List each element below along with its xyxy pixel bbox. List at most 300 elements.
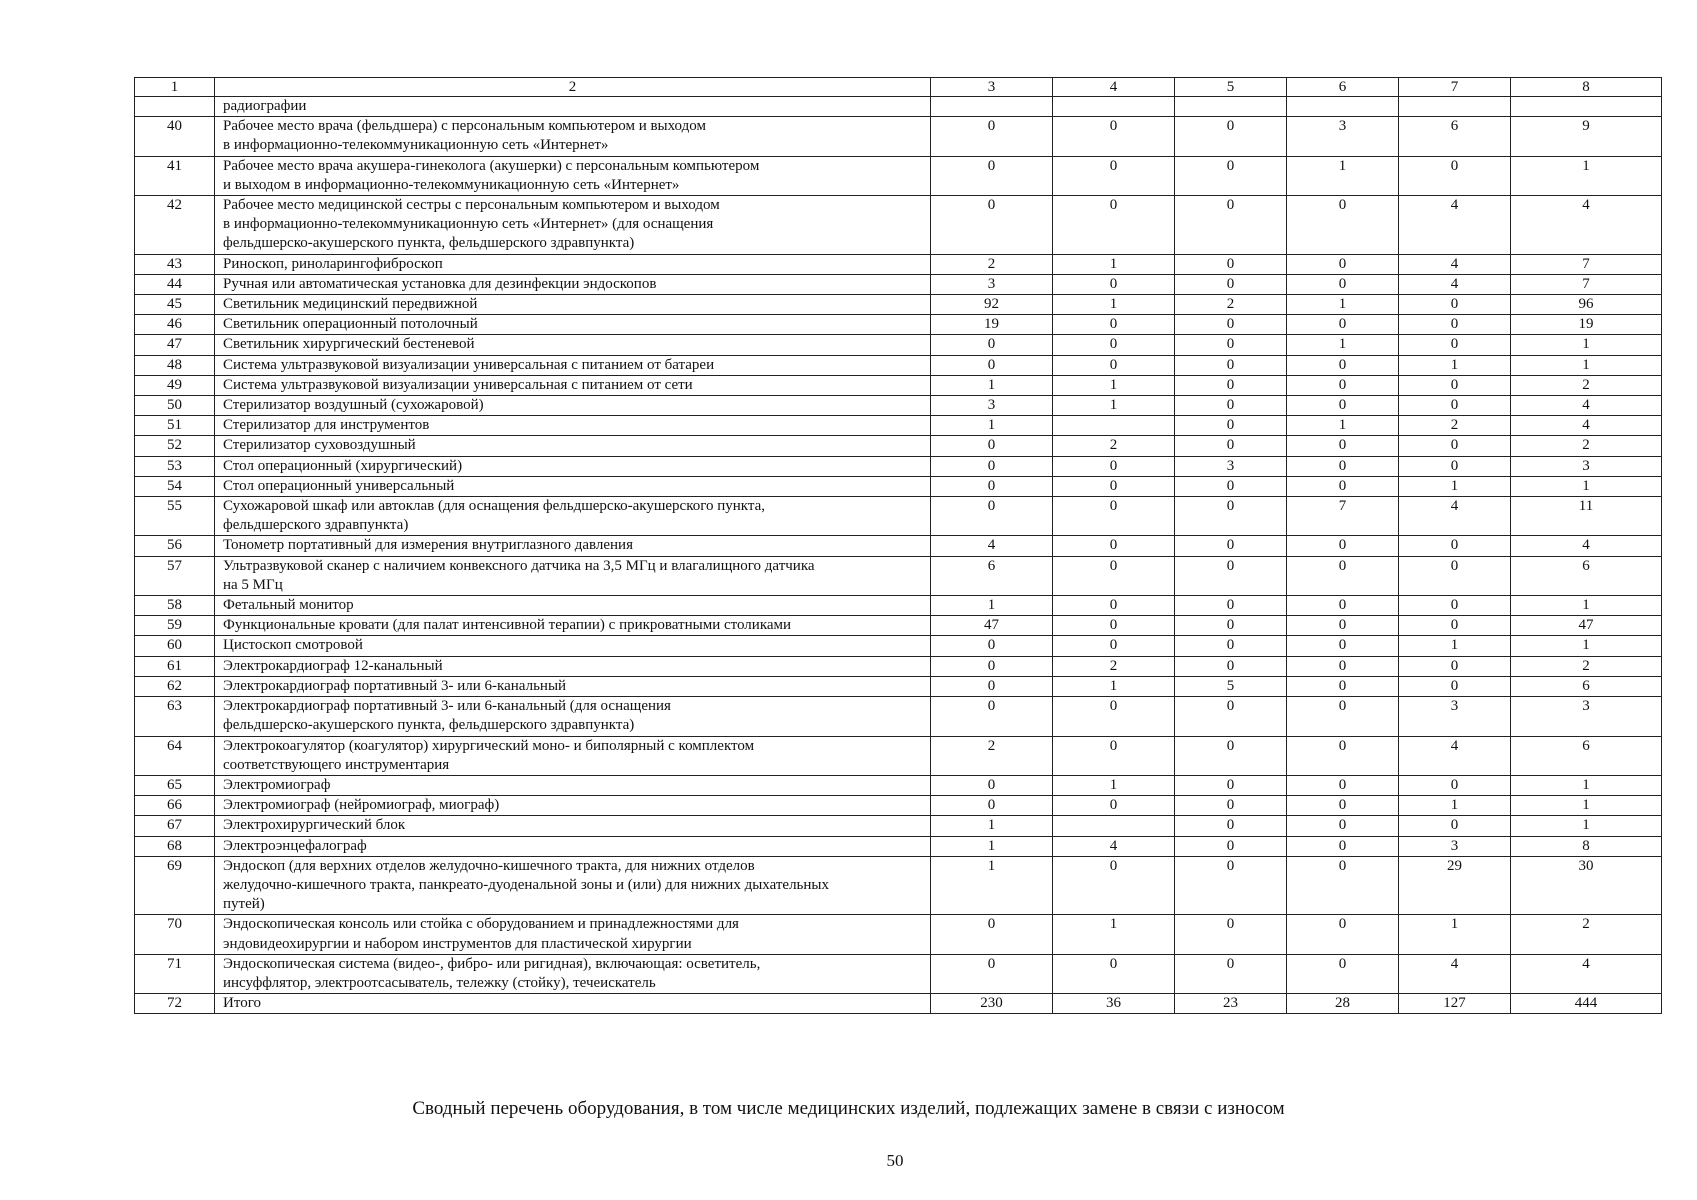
value-cell-5: 0 [1175,736,1287,775]
table-row [135,836,1662,856]
header-cell-3: 3 [931,78,1053,97]
value-cell-4: 0 [1053,335,1175,355]
item-name-cell: Ультразвуковой сканер с наличием конвексного датчика на 3,5 МГц и влагалищного датчика на 5 МГц [215,556,931,595]
row-number-cell: 42 [135,196,215,255]
value-cell-5: 0 [1175,796,1287,816]
value-cell-3: 1 [931,816,1053,836]
item-name-cell: Эндоскопическая консоль или стойка с оборудованием и принадлежностями для эндовидеохирургии и набором инструментов для пластической хирургии [215,915,931,954]
row-number-cell: 62 [135,676,215,696]
value-cell-4: 0 [1053,355,1175,375]
value-cell-6: 0 [1287,355,1399,375]
value-cell-5: 0 [1175,836,1287,856]
row-number-cell: 55 [135,497,215,536]
value-cell-6: 0 [1287,375,1399,395]
row-number-cell: 70 [135,915,215,954]
value-cell-7: 1 [1399,636,1511,656]
table-row [135,254,1662,274]
total-cell-8: 1 [1511,775,1662,795]
value-cell-4: 0 [1053,556,1175,595]
item-name-cell: Электрохирургический блок [215,816,931,836]
item-name-cell: радиографии [215,97,931,117]
value-cell-6: 0 [1287,315,1399,335]
value-cell-6: 0 [1287,816,1399,836]
value-cell-6: 1 [1287,416,1399,436]
table-row [135,335,1662,355]
table-row [135,596,1662,616]
value-cell-7: 1 [1399,476,1511,496]
value-cell-7: 29 [1399,856,1511,915]
total-cell-8: 19 [1511,315,1662,335]
row-number-cell: 51 [135,416,215,436]
value-cell-7: 0 [1399,295,1511,315]
value-cell-3: 0 [931,456,1053,476]
value-cell-3: 1 [931,596,1053,616]
table-row [135,656,1662,676]
value-cell-3: 1 [931,375,1053,395]
value-cell-5: 0 [1175,396,1287,416]
total-cell-8: 2 [1511,375,1662,395]
value-cell-4: 1 [1053,915,1175,954]
value-cell-4 [1053,816,1175,836]
table-row [135,994,1662,1014]
value-cell-6: 0 [1287,656,1399,676]
value-cell-6: 0 [1287,736,1399,775]
value-cell-5: 0 [1175,536,1287,556]
value-cell-3: 0 [931,796,1053,816]
value-cell-7: 2 [1399,416,1511,436]
value-cell-4: 0 [1053,536,1175,556]
value-cell-5: 0 [1175,254,1287,274]
value-cell-4: 2 [1053,656,1175,676]
value-cell-5: 0 [1175,156,1287,195]
total-cell-8: 4 [1511,536,1662,556]
item-name-cell: Ручная или автоматическая установка для дезинфекции эндоскопов [215,274,931,294]
value-cell-6: 0 [1287,456,1399,476]
total-cell-8: 2 [1511,915,1662,954]
row-number-cell: 67 [135,816,215,836]
value-cell-5: 0 [1175,117,1287,156]
value-cell-6: 0 [1287,676,1399,696]
table-row [135,816,1662,836]
table-row [135,556,1662,595]
table-row [135,676,1662,696]
value-cell-3: 0 [931,656,1053,676]
value-cell-6: 0 [1287,915,1399,954]
value-cell-4: 0 [1053,196,1175,255]
item-name-cell: Эндоскоп (для верхних отделов желудочно-кишечного тракта, для нижних отделов желудочно-кишечного тракта, панкреато-дуоденальной зоны и (или) для нижних дыхательных путей) [215,856,931,915]
value-cell-5: 0 [1175,636,1287,656]
total-cell-8: 6 [1511,556,1662,595]
value-cell-7: 3 [1399,697,1511,736]
item-name-cell: Цистоскоп смотровой [215,636,931,656]
header-cell-1: 1 [135,78,215,97]
table-row [135,915,1662,954]
value-cell-4: 0 [1053,497,1175,536]
value-cell-6: 0 [1287,954,1399,993]
total-cell-8: 1 [1511,355,1662,375]
total-cell-8: 1 [1511,335,1662,355]
table-row [135,856,1662,915]
value-cell-3: 0 [931,196,1053,255]
table-row [135,196,1662,255]
value-cell-5: 0 [1175,915,1287,954]
row-number-cell: 48 [135,355,215,375]
value-cell-7: 0 [1399,436,1511,456]
total-cell-8: 30 [1511,856,1662,915]
item-name-cell: Электрокардиограф 12-канальный [215,656,931,676]
table-row [135,274,1662,294]
item-name-cell: Электромиограф [215,775,931,795]
value-cell-5: 0 [1175,315,1287,335]
value-cell-3: 0 [931,117,1053,156]
value-cell-7: 0 [1399,156,1511,195]
total-cell-8: 2 [1511,656,1662,676]
value-cell-5: 0 [1175,616,1287,636]
value-cell-4: 0 [1053,697,1175,736]
value-cell-3: 19 [931,315,1053,335]
item-name-cell: Рабочее место медицинской сестры с персональным компьютером и выходом в информационно-телекоммуникационную сеть «Интернет» (для оснащения фельдшерско-акушерского пункта, фельдшерского здравпункта) [215,196,931,255]
table-row [135,295,1662,315]
item-name-cell: Электрокардиограф портативный 3- или 6-канальный [215,676,931,696]
item-name-cell: Сухожаровой шкаф или автоклав (для оснащения фельдшерско-акушерского пункта, фельдшерского здравпункта) [215,497,931,536]
header-cell-2: 2 [215,78,931,97]
value-cell-5: 0 [1175,375,1287,395]
row-number-cell: 63 [135,697,215,736]
row-number-cell: 41 [135,156,215,195]
row-number-cell: 60 [135,636,215,656]
total-cell-8: 8 [1511,836,1662,856]
item-name-cell: Стерилизатор для инструментов [215,416,931,436]
value-cell-4: 0 [1053,856,1175,915]
total-cell-8: 1 [1511,816,1662,836]
value-cell-3: 0 [931,156,1053,195]
row-number-cell: 72 [135,994,215,1014]
value-cell-5: 3 [1175,456,1287,476]
table-row [135,416,1662,436]
header-cell-7: 7 [1399,78,1511,97]
row-number-cell: 54 [135,476,215,496]
row-number-cell: 53 [135,456,215,476]
value-cell-7: 6 [1399,117,1511,156]
total-cell-8: 11 [1511,497,1662,536]
row-number-cell: 58 [135,596,215,616]
value-cell-4: 0 [1053,954,1175,993]
value-cell-3: 0 [931,676,1053,696]
value-cell-7: 0 [1399,775,1511,795]
value-cell-7 [1399,97,1511,117]
value-cell-7: 4 [1399,497,1511,536]
value-cell-4: 1 [1053,254,1175,274]
value-cell-3: 0 [931,697,1053,736]
value-cell-3: 0 [931,497,1053,536]
table-row [135,315,1662,335]
row-number-cell: 50 [135,396,215,416]
header-cell-4: 4 [1053,78,1175,97]
item-name-cell: Рабочее место врача (фельдшера) с персональным компьютером и выходом в информационно-телекоммуникационную сеть «Интернет» [215,117,931,156]
value-cell-6: 0 [1287,476,1399,496]
total-cell-8: 3 [1511,697,1662,736]
total-cell-8: 1 [1511,156,1662,195]
row-number-cell: 66 [135,796,215,816]
item-name-cell: Эндоскопическая система (видео-, фибро- или ригидная), включающая: осветитель, инсуффлятор, электроотсасыватель, тележку (стойку), течеискатель [215,954,931,993]
value-cell-6: 0 [1287,856,1399,915]
value-cell-3: 4 [931,536,1053,556]
table-row [135,355,1662,375]
value-cell-4: 0 [1053,117,1175,156]
value-cell-7: 0 [1399,556,1511,595]
value-cell-5: 0 [1175,274,1287,294]
item-name-cell: Светильник медицинский передвижной [215,295,931,315]
value-cell-6: 0 [1287,274,1399,294]
value-cell-6: 0 [1287,254,1399,274]
value-cell-3: 6 [931,556,1053,595]
row-number-cell [135,97,215,117]
total-cell-8: 1 [1511,476,1662,496]
row-number-cell: 45 [135,295,215,315]
table-row [135,536,1662,556]
row-number-cell: 46 [135,315,215,335]
total-cell-8: 3 [1511,456,1662,476]
value-cell-4: 1 [1053,375,1175,395]
value-cell-6: 0 [1287,536,1399,556]
value-cell-6: 0 [1287,596,1399,616]
table-row [135,616,1662,636]
value-cell-3: 0 [931,436,1053,456]
value-cell-5: 0 [1175,476,1287,496]
value-cell-5: 0 [1175,196,1287,255]
item-name-cell: Светильник операционный потолочный [215,315,931,335]
total-cell-8 [1511,97,1662,117]
value-cell-6: 1 [1287,335,1399,355]
value-cell-6: 0 [1287,636,1399,656]
equipment-table [134,77,1662,1014]
value-cell-3: 0 [931,335,1053,355]
table-row [135,97,1662,117]
value-cell-7: 0 [1399,536,1511,556]
item-name-cell: Риноскоп, риноларингофиброскоп [215,254,931,274]
value-cell-7: 0 [1399,596,1511,616]
value-cell-5: 23 [1175,994,1287,1014]
item-name-cell: Стол операционный (хирургический) [215,456,931,476]
row-number-cell: 57 [135,556,215,595]
item-name-cell: Система ультразвуковой визуализации универсальная с питанием от сети [215,375,931,395]
value-cell-4: 1 [1053,676,1175,696]
value-cell-3: 0 [931,954,1053,993]
item-name-cell: Светильник хирургический бестеневой [215,335,931,355]
value-cell-6: 0 [1287,836,1399,856]
value-cell-7: 0 [1399,396,1511,416]
value-cell-4: 0 [1053,456,1175,476]
row-number-cell: 69 [135,856,215,915]
value-cell-6: 0 [1287,556,1399,595]
total-cell-8: 47 [1511,616,1662,636]
table-row [135,476,1662,496]
value-cell-7: 4 [1399,954,1511,993]
table-row [135,636,1662,656]
total-cell-8: 4 [1511,416,1662,436]
value-cell-5: 0 [1175,416,1287,436]
value-cell-7: 4 [1399,274,1511,294]
total-cell-8: 96 [1511,295,1662,315]
value-cell-3: 0 [931,775,1053,795]
total-cell-8: 9 [1511,117,1662,156]
row-number-cell: 68 [135,836,215,856]
row-number-cell: 59 [135,616,215,636]
value-cell-4 [1053,416,1175,436]
row-number-cell: 47 [135,335,215,355]
value-cell-7: 0 [1399,335,1511,355]
header-cell-5: 5 [1175,78,1287,97]
value-cell-6: 1 [1287,295,1399,315]
value-cell-3: 3 [931,274,1053,294]
total-cell-8: 4 [1511,954,1662,993]
value-cell-4: 1 [1053,396,1175,416]
value-cell-7: 0 [1399,676,1511,696]
row-number-cell: 49 [135,375,215,395]
total-cell-8: 1 [1511,636,1662,656]
item-name-cell: Стерилизатор суховоздушный [215,436,931,456]
item-name-cell: Электроэнцефалограф [215,836,931,856]
value-cell-6: 1 [1287,156,1399,195]
value-cell-7: 0 [1399,456,1511,476]
value-cell-5: 0 [1175,656,1287,676]
value-cell-7: 0 [1399,656,1511,676]
table-row [135,775,1662,795]
item-name-cell: Рабочее место врача акушера-гинеколога (акушерки) с персональным компьютером и выходом в информационно-телекоммуникационную сеть «Интернет» [215,156,931,195]
value-cell-3: 0 [931,915,1053,954]
table-row [135,954,1662,993]
value-cell-7: 1 [1399,915,1511,954]
row-number-cell: 64 [135,736,215,775]
value-cell-4: 0 [1053,476,1175,496]
table-row [135,396,1662,416]
value-cell-7: 3 [1399,836,1511,856]
value-cell-5: 0 [1175,436,1287,456]
value-cell-5: 0 [1175,697,1287,736]
total-cell-8: 1 [1511,596,1662,616]
value-cell-7: 127 [1399,994,1511,1014]
row-number-cell: 56 [135,536,215,556]
item-name-cell: Итого [215,994,931,1014]
value-cell-6: 0 [1287,436,1399,456]
value-cell-3: 2 [931,736,1053,775]
value-cell-3: 230 [931,994,1053,1014]
value-cell-6: 0 [1287,697,1399,736]
value-cell-7: 0 [1399,616,1511,636]
table-row [135,375,1662,395]
value-cell-4: 0 [1053,616,1175,636]
value-cell-4: 0 [1053,796,1175,816]
total-cell-8: 7 [1511,254,1662,274]
item-name-cell: Тонометр портативный для измерения внутриглазного давления [215,536,931,556]
total-cell-8: 6 [1511,736,1662,775]
value-cell-3: 47 [931,616,1053,636]
value-cell-6: 7 [1287,497,1399,536]
value-cell-4: 1 [1053,295,1175,315]
item-name-cell: Электрокоагулятор (коагулятор) хирургический моно- и биполярный с комплектом соответствующего инструментария [215,736,931,775]
row-number-cell: 65 [135,775,215,795]
item-name-cell: Система ультразвуковой визуализации универсальная с питанием от батареи [215,355,931,375]
value-cell-6 [1287,97,1399,117]
value-cell-7: 0 [1399,816,1511,836]
row-number-cell: 52 [135,436,215,456]
value-cell-4: 1 [1053,775,1175,795]
value-cell-4: 2 [1053,436,1175,456]
row-number-cell: 44 [135,274,215,294]
value-cell-4 [1053,97,1175,117]
value-cell-5 [1175,97,1287,117]
table-row [135,156,1662,195]
page-number: 50 [886,1151,904,1170]
item-name-cell: Фетальный монитор [215,596,931,616]
item-name-cell: Функциональные кровати (для палат интенсивной терапии) с прикроватными столиками [215,616,931,636]
value-cell-3: 1 [931,856,1053,915]
value-cell-4: 4 [1053,836,1175,856]
value-cell-5: 0 [1175,775,1287,795]
value-cell-6: 0 [1287,775,1399,795]
value-cell-6: 28 [1287,994,1399,1014]
value-cell-4: 0 [1053,274,1175,294]
value-cell-4: 0 [1053,736,1175,775]
header-cell-8: 8 [1511,78,1662,97]
value-cell-3: 0 [931,636,1053,656]
value-cell-4: 36 [1053,994,1175,1014]
value-cell-6: 0 [1287,196,1399,255]
total-cell-8: 4 [1511,396,1662,416]
table-row [135,736,1662,775]
value-cell-6: 3 [1287,117,1399,156]
value-cell-7: 1 [1399,355,1511,375]
value-cell-3: 92 [931,295,1053,315]
value-cell-3: 1 [931,416,1053,436]
row-number-cell: 43 [135,254,215,274]
value-cell-3: 2 [931,254,1053,274]
table-row [135,497,1662,536]
value-cell-5: 0 [1175,497,1287,536]
value-cell-5: 0 [1175,954,1287,993]
value-cell-7: 4 [1399,254,1511,274]
table-row [135,436,1662,456]
row-number-cell: 71 [135,954,215,993]
total-cell-8: 444 [1511,994,1662,1014]
table-header-row [135,78,1662,97]
value-cell-7: 1 [1399,796,1511,816]
value-cell-5: 0 [1175,556,1287,595]
value-cell-5: 0 [1175,335,1287,355]
value-cell-3: 0 [931,476,1053,496]
value-cell-5: 5 [1175,676,1287,696]
value-cell-3: 1 [931,836,1053,856]
value-cell-3: 0 [931,355,1053,375]
table-row [135,796,1662,816]
value-cell-3: 3 [931,396,1053,416]
table-row [135,697,1662,736]
item-name-cell: Стерилизатор воздушный (сухожаровой) [215,396,931,416]
value-cell-4: 0 [1053,315,1175,335]
value-cell-6: 0 [1287,396,1399,416]
table-row [135,117,1662,156]
item-name-cell: Стол операционный универсальный [215,476,931,496]
table-row [135,456,1662,476]
value-cell-5: 0 [1175,856,1287,915]
value-cell-7: 0 [1399,375,1511,395]
value-cell-5: 2 [1175,295,1287,315]
total-cell-8: 4 [1511,196,1662,255]
value-cell-6: 0 [1287,796,1399,816]
value-cell-4: 0 [1053,156,1175,195]
value-cell-5: 0 [1175,816,1287,836]
value-cell-7: 0 [1399,315,1511,335]
